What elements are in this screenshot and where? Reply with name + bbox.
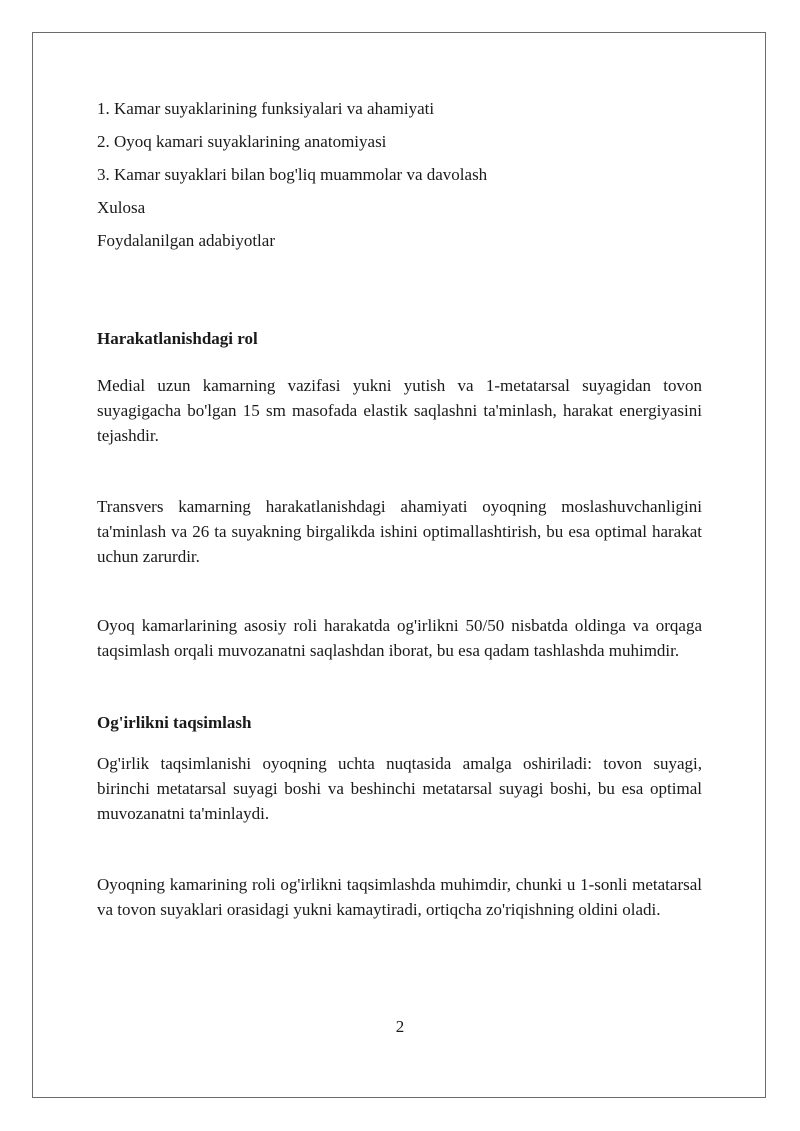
paragraph: Og'irlik taqsimlanishi oyoqning uchta nuqtasida amalga oshiriladi: tovon suyagi, birinchi metatarsal suyagi boshi va beshinchi metatarsal suyagi boshi, bu esa optimal muvozanatni ta'minlaydi. [97, 754, 702, 823]
toc-item: 1. Kamar suyaklarining funksiyalari va ahamiyati [97, 99, 435, 118]
section-heading-ogirlikni-taqsimlash: Og'irlikni taqsimlash [97, 713, 252, 732]
page-number: 2 [395, 1017, 405, 1036]
paragraph: Oyoq kamarlarining asosiy roli harakatda og'irlikni 50/50 nisbatda oldinga va orqaga taqsimlash orqali muvozanatni saqlashdan iborat, bu esa qadam tashlashda muhimdir. [97, 616, 702, 660]
paragraph: Oyoqning kamarining roli og'irlikni taqsimlashda muhimdir, chunki u 1-sonli metatarsal va tovon suyaklari orasidagi yukni kamaytiradi, ortiqcha zo'riqishning oldini oladi. [97, 875, 702, 919]
toc-item: 3. Kamar suyaklari bilan bog'liq muammolar va davolash [97, 165, 488, 184]
paragraph: Transvers kamarning harakatlanishdagi ahamiyati oyoqning moslashuvchanligini ta'minlash va 26 ta suyakning birgalikda ishini optimallashtirish, bu esa optimal harakat uchun zarurdir. [97, 497, 702, 566]
toc-item: Foydalanilgan adabiyotlar [97, 231, 275, 250]
toc-item: 2. Oyoq kamari suyaklarining anatomiyasi [97, 132, 387, 151]
toc-item: Xulosa [97, 198, 146, 217]
section-heading-harakatlanishdagi-rol: Harakatlanishdagi rol [97, 329, 258, 348]
paragraph: Medial uzun kamarning vazifasi yukni yutish va 1-metatarsal suyagidan tovon suyagigacha bo'lgan 15 sm masofada elastik saqlashni ta'minlash, harakat energiyasini tejashdir. [97, 376, 702, 445]
document-body [97, 96, 702, 922]
table-of-contents [97, 96, 702, 253]
